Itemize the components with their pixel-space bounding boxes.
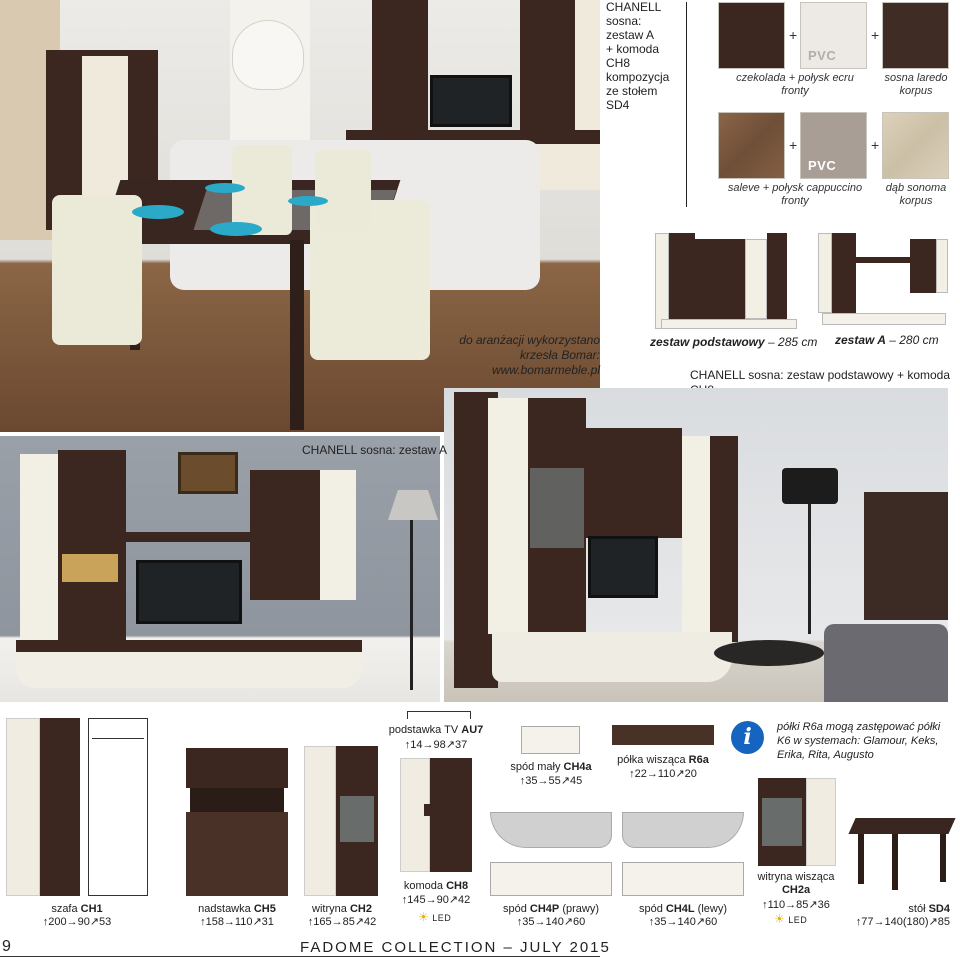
- footer-collection: FADOME COLLECTION – JULY 2015: [300, 939, 611, 956]
- product-ch5-image: [186, 748, 288, 896]
- product-ch2-dims: ↑165→85↗42: [307, 916, 377, 928]
- title-line: kompozycja: [606, 70, 670, 84]
- caption-set-basic: zestaw podstawowy – 285 cm: [650, 335, 818, 349]
- title-line: sosna:: [606, 14, 642, 28]
- caption-set-a: zestaw A – 280 cm: [835, 333, 939, 347]
- led-badge: ☀ LED: [774, 912, 808, 926]
- product-ch2a-dims: ↑110→85↗36: [762, 899, 830, 911]
- set-a-diagram: [818, 233, 948, 329]
- plus-sign: +: [789, 137, 798, 153]
- swatch-label-fronts: saleve + połysk cappuccino fronty: [727, 182, 863, 207]
- title-line: CH8: [606, 56, 631, 70]
- title-line: SD4: [606, 98, 630, 112]
- product-ch4p-dims: ↑35→140↗60: [516, 916, 586, 928]
- led-sun-icon: ☀: [774, 912, 786, 926]
- product-sd4-dims: ↑77→140(180)↗85: [855, 916, 950, 928]
- caption-photo-left: CHANELL sosna: zestaw A: [302, 443, 447, 457]
- title-line: + komoda: [606, 42, 660, 56]
- set-basic-diagram: [655, 233, 803, 329]
- product-ch4l-dims: ↑35→140↗60: [648, 916, 718, 928]
- plus-sign: +: [871, 137, 880, 153]
- product-au7-name: podstawka TV AU7: [388, 724, 484, 736]
- page-title: [606, 0, 676, 112]
- pvc-label: PVC: [808, 158, 837, 173]
- swatch-cappuccino-pvc: [800, 112, 867, 179]
- product-ch4p-image: [490, 812, 612, 896]
- swatch-sosna-laredo: [882, 2, 949, 69]
- plus-sign: +: [871, 27, 880, 43]
- product-ch1-dims: ↑200→90↗53: [42, 916, 112, 928]
- product-ch8-image: [400, 758, 472, 872]
- led-sun-icon: ☀: [418, 910, 430, 924]
- product-ch4p-name: spód CH4P (prawy): [503, 903, 599, 915]
- caption-chairs: do aranżacji wykorzystano krzesła Bomar: www.bomarmeble.pl: [459, 333, 600, 377]
- product-ch4a-image: [521, 726, 580, 754]
- swatch-label-fronts: czekolada + połysk ecru fronty: [736, 72, 854, 97]
- product-ch4l-image: [622, 812, 744, 896]
- product-ch5-dims: ↑158→110↗31: [200, 916, 274, 928]
- swatch-dab-sonoma: [882, 112, 949, 179]
- swatch-label-corpus: sosna laredo korpus: [884, 72, 948, 97]
- caption-photo-right: CHANELL sosna: zestaw podstawowy + komoda: [690, 368, 951, 382]
- product-sd4-name: stół SD4: [908, 903, 950, 915]
- pvc-label: PVC: [808, 48, 837, 63]
- led-badge: ☀ LED: [418, 910, 452, 924]
- product-r6a-name: półka wisząca R6a: [617, 754, 709, 766]
- product-ch2-image: [304, 746, 378, 896]
- product-ch5-name: nadstawka CH5: [198, 903, 276, 915]
- product-au7-image: [407, 711, 471, 719]
- title-line: ze stołem: [606, 84, 658, 98]
- product-ch2a-image: [758, 778, 836, 866]
- page-number: 9: [2, 938, 11, 955]
- product-au7-dims: ↑14→98↗37: [404, 739, 468, 751]
- plus-sign: +: [789, 27, 798, 43]
- swatch-czekolada: [718, 2, 785, 69]
- photo-set-a: [0, 436, 440, 702]
- info-note: półki R6a mogą zastępować półki K6 w systemach: Glamour, Keks, Erika, Rita, Augusto: [777, 721, 941, 761]
- title-line: zestaw A: [606, 28, 655, 42]
- product-r6a-image: [612, 725, 714, 745]
- title-line: CHANELL: [606, 0, 662, 14]
- swatch-divider: [686, 2, 687, 207]
- swatch-label-corpus: dąb sonoma korpus: [885, 182, 947, 207]
- photo-basic-set: [444, 388, 948, 702]
- product-ch4a-name: spód mały CH4a: [510, 761, 592, 773]
- product-ch8-name: komoda CH8: [403, 880, 469, 892]
- product-ch1-image: [6, 718, 148, 896]
- product-ch2a-name: witryna wisząca CH2a: [757, 871, 835, 896]
- product-ch4a-dims: ↑35→55↗45: [519, 775, 583, 787]
- product-ch2-name: witryna CH2: [312, 903, 372, 915]
- product-ch1-name: szafa CH1: [51, 903, 103, 915]
- swatch-saleve: [718, 112, 785, 179]
- product-r6a-dims: ↑22→110↗20: [629, 768, 697, 780]
- product-ch8-dims: ↑145→90↗42: [401, 894, 471, 906]
- swatch-ecru-pvc: [800, 2, 867, 69]
- info-icon: i: [731, 721, 764, 754]
- product-sd4-image: [852, 818, 952, 890]
- product-ch4l-name: spód CH4L (lewy): [638, 903, 728, 915]
